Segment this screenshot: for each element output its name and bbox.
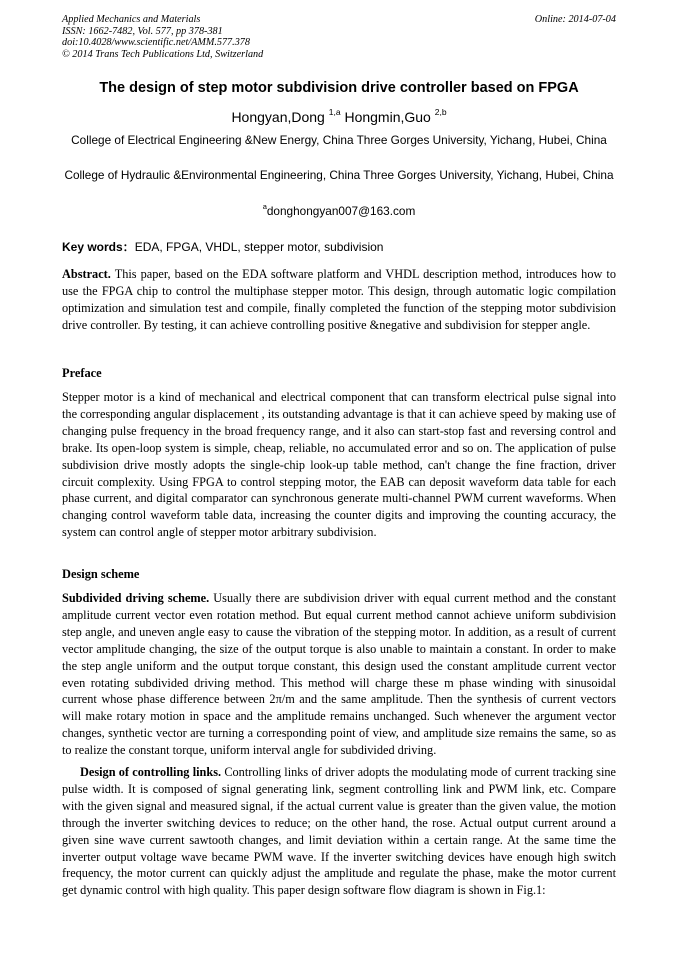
online-date: Online: 2014-07-04 [534,14,616,25]
preface-paragraph: Stepper motor is a kind of mechanical and electrical component that can transform electrical pulse signal into the corresponding angular displacement , its outstanding advantage is that it can achieve speed by making use of changing pulse frequency in the broad frequency range, and it also can start-stop fast and reversing control and brake. Its open-loop system is simple, cheap, reliable, no accumulated error and so on. The application of pulse subdivision drive mostly adopts the single-chip look-up table method, can't change the fine fraction, driver circuit complexity. Using FPGA to control stepping motor, the EAB can deposit waveform data table for each phase current, and digital comparator can synchronous generate multi-channel PWM current waveforms. When changing control waveform table data, increasing the counter digits and improving the counting accuracy, the system can control angle of stepper motor arbitrary subdivision. [62,390,616,540]
email-sup: a [262,202,267,211]
subdivided-driving-text: Usually there are subdivision driver with equal current method and the constant amplitude current vector even rotation method. But equal current method cannot achieve uniform subdivision step angle, and uneven angle easy to cause the vibration of the stepping motor. In addition, as a result of current vector amplitude changing, the size of the output torque is also unable to maintain a constant. In order to make the step angle uniform and the output torque constant, this design used the constant amplitude current vector even rotating subdivided driving method. This method will charge these m phase winding with sinusoidal current whose phase difference between 2π/m and the same amplitude. Then the synthesis of current vectors will make rotary motion in space and the amplitude remains unchanged. Such whenever the argument vector changes, synthetic vector are turning a corresponding point of view, and amplitude size remains the same, so as to realize the constant torque, uniform interval angle for subdivided driving. [62,591,617,758]
subdivided-driving-paragraph [62,590,616,759]
journal-header [62,14,616,60]
design-scheme-heading: Design scheme [62,567,140,581]
copyright-line: © 2014 Trans Tech Publications Ltd, Switzerland [62,48,264,60]
controlling-links-text: Controlling links of driver adopts the modulating mode of current tracking sine pulse width. It is composed of signal generating link, segment controlling link and PWM link, etc. Compare with the given signal and measured signal, if the actual current value is greater than the given value, the motion through the inverter switching devices to reduce; on the other hand, the rose. Actual output current around a given sine wave current sawtooth changes, and limit deviation within a certain range. At the same time the inverter output voltage wave became PWM wave. If the inverter switching devices have enough high switch frequency, the motor current can quickly adjust the amplitude and regulate the phase, make the motor current get dynamic control with high quality. This paper design software flow diagram is shown in Fig.1: [62,765,616,898]
keywords [62,238,616,255]
journal-name: Applied Mechanics and Materials [62,14,201,25]
email-line [62,202,616,218]
abstract-paragraph [62,266,616,334]
keywords-text: EDA, FPGA, VHDL, stepper motor, subdivision [134,240,384,254]
affiliation-2: College of Hydraulic &Environmental Engineering, China Three Gorges University, Yichang, Hubei, China [64,168,614,182]
keywords-label: Key words： [62,240,135,254]
abstract-text: This paper, based on the EDA software platform and VHDL description method, introduces how to use the FPGA chip to control the multiphase stepper motor. This design, through automatic logic compilation optimization and simulation test and compile, finally completed the function of the stepping motor subdivision drive controller. By testing, it can achieve controlling positive &negative and subdivision for stepper angle. [62,267,616,332]
paper-title: The design of step motor subdivision drive controller based on FPGA [99,80,579,96]
controlling-links-label: Design of controlling links. [80,765,222,779]
doi-line: doi:10.4028/www.scientific.net/AMM.577.378 [62,37,250,49]
subdivided-driving-label: Subdivided driving scheme. [62,591,210,605]
controlling-links-paragraph [62,764,616,899]
author-2: Hongmin,Guo [340,109,435,125]
abstract-label: Abstract. [62,267,111,281]
author-2-sup: 2,b [434,107,447,117]
email-address: donghongyan007@163.com [266,204,416,218]
affiliation-1: College of Electrical Engineering &New Energy, China Three Gorges University, Yichang, Hubei, China [71,133,607,147]
preface-heading: Preface [62,366,102,380]
author-1: Hongyan,Dong [231,109,329,125]
issn-line: ISSN: 1662-7482, Vol. 577, pp 378-381 [62,25,223,37]
author-1-sup: 1,a [328,107,341,117]
author-line [40,107,638,125]
